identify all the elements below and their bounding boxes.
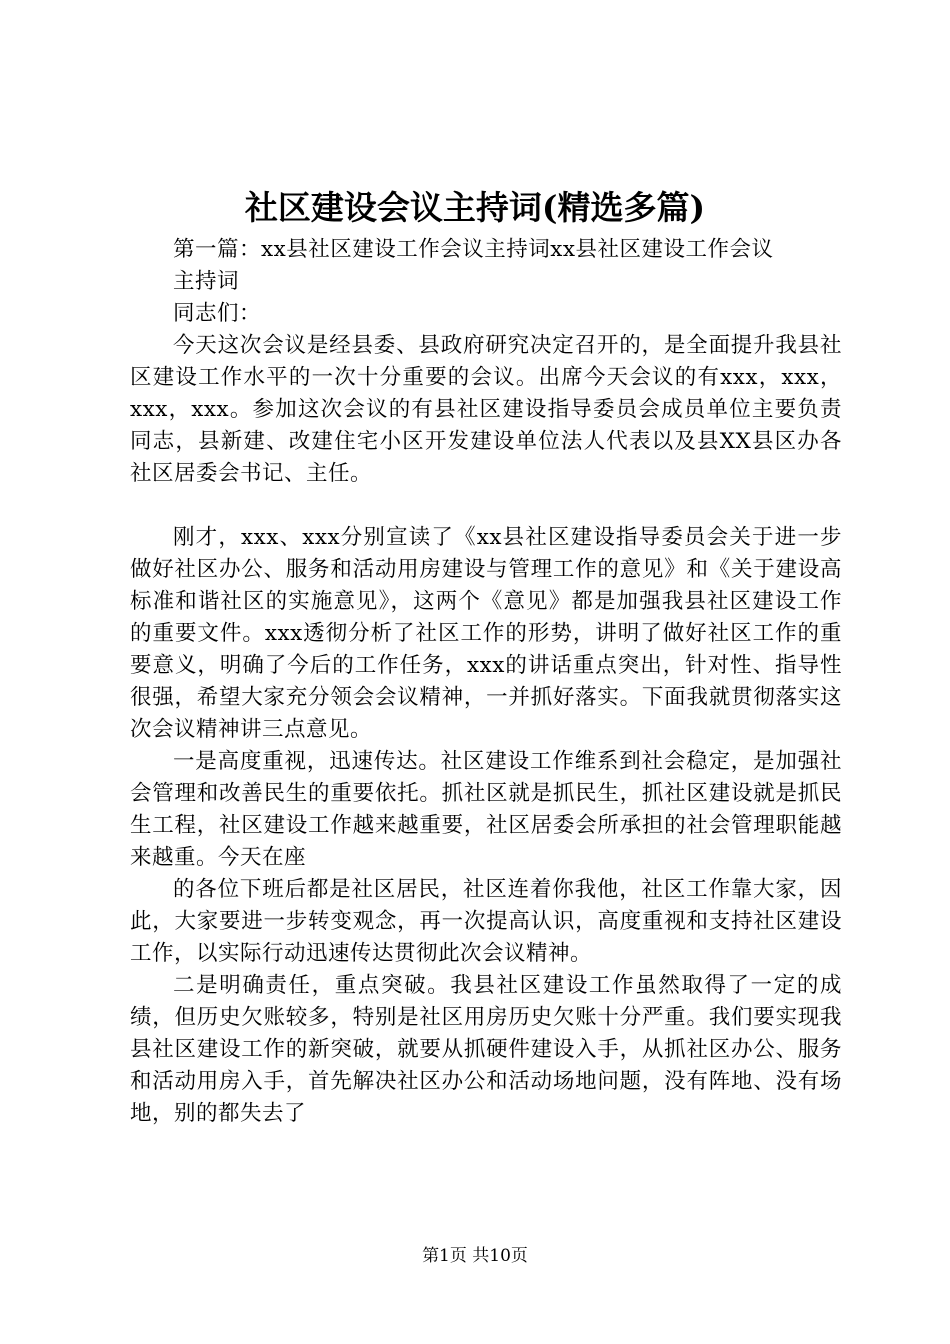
paragraph: 今天这次会议是经县委、县政府研究决定召开的，是全面提升我县社区建设工作水平的一次十分重要的会议。出席今天会议的有xxx，xxx，xxx，xxx。参加这次会议的有县社区建设指导委员会成员单位主要负责同志，县新建、改建住宅小区开发建设单位法人代表以及县XX县区办各社区居委会书记、主任。 — [130, 333, 842, 486]
paragraph-salutation: 同志们： — [173, 301, 262, 326]
paragraph: 一是高度重视，迅速传达。社区建设工作维系到社会稳定，是加强社会管理和改善民生的重要依托。抓社区就是抓民生，抓社区建设就是抓民生工程，社区建设工作越来越重要，社区居委会所承担的社会管理职能越来越重。今天在座 — [130, 749, 842, 870]
page-footer: 第1页 共10页 — [422, 1246, 528, 1266]
document-body — [130, 234, 842, 1130]
paragraph: 的各位下班后都是社区居民，社区连着你我他，社区工作靠大家，因此，大家要进一步转变观念，再一次提高认识，高度重视和支持社区建设工作，以实际行动迅速传达贯彻此次会议精神。 — [130, 877, 842, 966]
paragraph: 二是明确责任，重点突破。我县社区建设工作虽然取得了一定的成绩，但历史欠账较多，特别是社区用房历史欠账十分严重。我们要实现我县社区建设工作的新突破，就要从抓硬件建设入手，从抓社区办公、服务和活动用房入手，首先解决社区办公和活动场地问题，没有阵地、没有场地，别的都失去了 — [130, 973, 842, 1126]
paragraph: 刚才，xxx、xxx分别宣读了《xx县社区建设指导委员会关于进一步做好社区办公、服务和活动用房建设与管理工作的意见》和《关于建设高标准和谐社区的实施意见》，这两个《意见》都是加强我县社区建设工作的重要文件。xxx透彻分析了社区工作的形势，讲明了做好社区工作的重要意义，明确了今后的工作任务，xxx的讲话重点突出，针对性、指导性很强，希望大家充分领会会议精神，一并抓好落实。下面我就贯彻落实这次会议精神讲三点意见。 — [130, 525, 842, 742]
document-title: 社区建设会议主持词(精选多篇) — [244, 188, 706, 227]
paragraph-heading: 第一篇：xx县社区建设工作会议主持词xx县社区建设工作会议 — [173, 237, 774, 262]
paragraph-label: 主持词 — [173, 269, 240, 294]
